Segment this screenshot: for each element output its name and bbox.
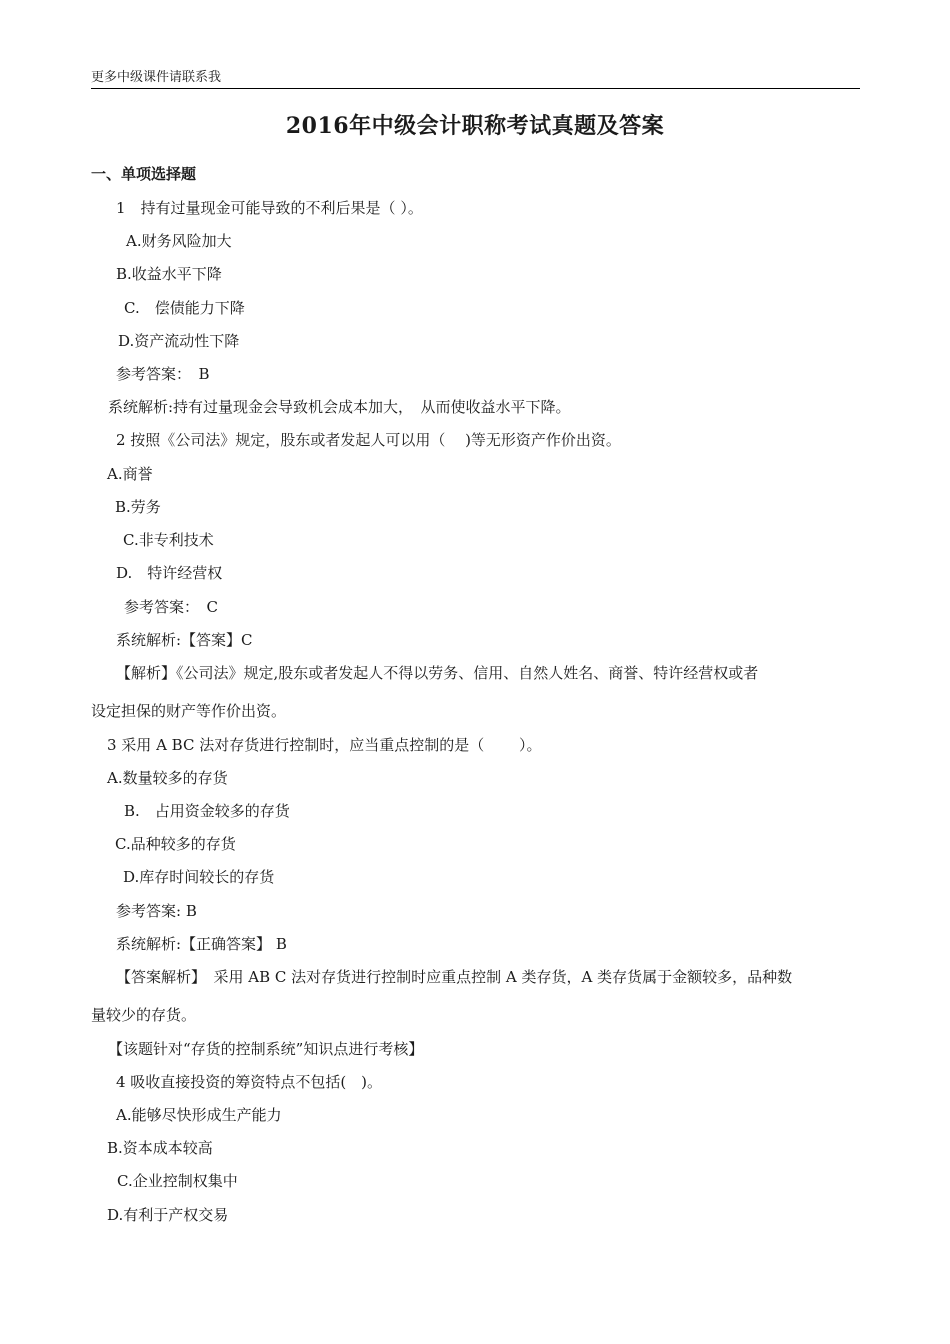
question-4-stem: 4 吸收直接投资的筹资特点不包括( )。 (116, 1073, 383, 1091)
question-3-stem: 3 采用 A BC 法对存货进行控制时，应当重点控制的是（ ）。 (107, 736, 542, 754)
question-3-explanation-line-1: 【答案解析】 采用 AB C 法对存货进行控制时应重点控制 A 类存货，A 类存货属于金额较多，品种数 (116, 968, 793, 986)
question-2-explanation-line-2: 设定担保的财产等作价出资。 (91, 702, 287, 720)
question-1-option-d: D.资产流动性下降 (118, 332, 240, 350)
question-1-option-b: B.收益水平下降 (116, 265, 222, 283)
question-4-option-d: D.有利于产权交易 (107, 1206, 229, 1224)
question-3-answer: 参考答案: B (116, 902, 197, 920)
question-1-option-c: C. 偿债能力下降 (124, 299, 245, 317)
question-3-option-a: A.数量较多的存货 (107, 769, 228, 787)
question-2-stem: 2 按照《公司法》规定，股东或者发起人可以用（ )等无形资产作价出资。 (116, 431, 621, 449)
question-1-analysis: 系统解析:持有过量现金会导致机会成本加大， 从而使收益水平下降。 (108, 398, 571, 416)
question-2-option-a: A.商誉 (107, 465, 153, 483)
question-2-explanation-line-1: 【解析】《公司法》规定,股东或者发起人不得以劳务、信用、自然人姓名、商誉、特许经营权或者 (116, 664, 759, 682)
section-heading: 一、单项选择题 (91, 165, 197, 183)
question-4-option-a: A.能够尽快形成生产能力 (116, 1106, 282, 1124)
question-3-option-d: D.库存时间较长的存货 (123, 868, 275, 886)
question-2-analysis-label: 系统解析:【答案】C (116, 631, 253, 649)
question-1-option-a: A.财务风险加大 (126, 232, 232, 250)
question-1-answer: 参考答案： B (116, 365, 210, 383)
question-3-topic-note: 【该题针对“存货的控制系统”知识点进行考核】 (108, 1040, 424, 1058)
question-1-stem: 1 持有过量现金可能导致的不利后果是（ ）。 (116, 199, 423, 217)
question-3-explanation-line-2: 量较少的存货。 (91, 1006, 197, 1024)
question-3-option-b: B. 占用资金较多的存货 (124, 802, 290, 820)
question-4-option-b: B.资本成本较高 (107, 1139, 213, 1157)
question-2-option-d: D. 特许经营权 (116, 564, 223, 582)
question-2-answer: 参考答案： C (124, 598, 218, 616)
question-3-analysis-label: 系统解析:【正确答案】 B (116, 935, 287, 953)
question-3-option-c: C.品种较多的存货 (115, 835, 236, 853)
document-title: 2016年中级会计职称考试真题及答案 (285, 113, 665, 139)
running-header: 更多中级课件请联系我 (91, 68, 860, 89)
question-2-option-b: B.劳务 (115, 498, 161, 516)
question-2-option-c: C.非专利技术 (123, 531, 214, 549)
question-4-option-c: C.企业控制权集中 (117, 1172, 238, 1190)
